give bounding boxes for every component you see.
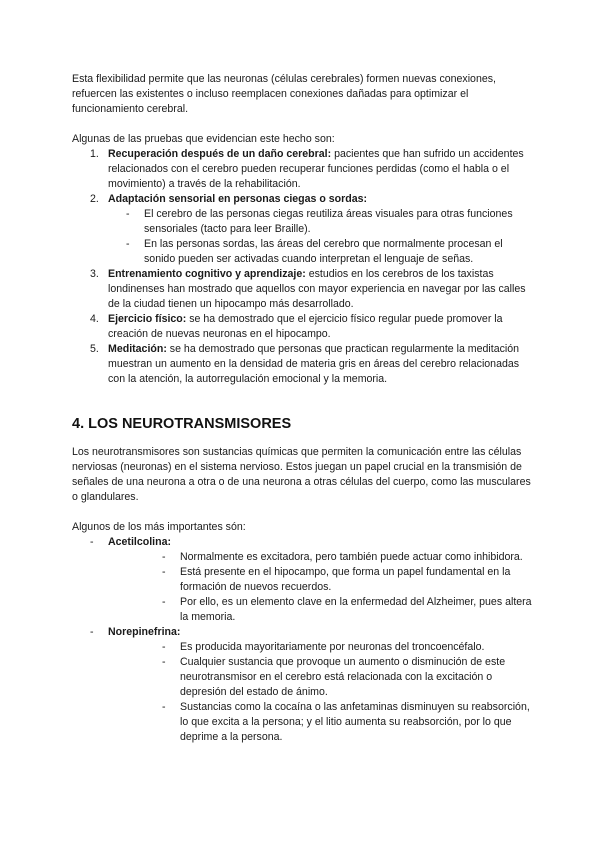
sub-item: [108, 237, 532, 267]
item-text: se ha demostrado que el ejercicio físico regular puede promover la creación de nuevas neuronas en el hipocampo.: [108, 313, 503, 340]
sub-item-text: Normalmente es excitadora, pero también puede actuar como inhibidora.: [180, 551, 523, 563]
sub-item-text: Está presente en el hipocampo, que forma un papel fundamental en la formación de nuevos recuerdos.: [180, 566, 511, 593]
neurotransmitter-list: [72, 535, 532, 745]
list-item: [72, 267, 532, 312]
sub-list: [108, 550, 532, 625]
sub-item-text: Sustancias como la cocaína o las anfetaminas disminuyen su reabsorción, lo que excita a la persona; y el litio aumenta su reabsorción, por lo que deprime a la persona.: [180, 701, 530, 743]
section-heading: 4. LOS NEUROTRANSMISORES: [72, 416, 292, 432]
item-text: pacientes que han sufrido un accidentes relacionados con el cerebro pueden recuperar funciones perdidas (como el habla o el movimiento) a través de la rehabilitación.: [108, 148, 524, 190]
section-intro: Los neurotransmisores son sustancias químicas que permiten la comunicación entre las células nerviosas (neuronas) en el sistema nervioso. Estos juegan un papel crucial en la transmisión de señales de una neurona a otra o de una neurona a otras células del cuerpo, como las musculares o glandulares.: [72, 446, 531, 503]
list-number: 3.: [90, 268, 99, 280]
sub-item-text: Es producida mayoritariamente por neuronas del troncoencéfalo.: [180, 641, 485, 653]
sub-list: [108, 207, 532, 267]
dash-bullet: -: [162, 566, 166, 578]
sub-item: [108, 640, 532, 655]
dash-bullet: -: [162, 701, 166, 713]
item-title: Entrenamiento cognitivo y aprendizaje:: [108, 268, 306, 280]
item-title: Norepinefrina:: [108, 626, 181, 638]
list-number: 2.: [90, 193, 99, 205]
sub-item-text: El cerebro de las personas ciegas reutiliza áreas visuales para otras funciones sensoriales (tacto para leer Braille).: [144, 208, 513, 235]
sub-list: [108, 640, 532, 745]
item-title: Meditación:: [108, 343, 167, 355]
sub-item: [108, 700, 532, 745]
list-item: [72, 192, 532, 267]
section-lead: Algunos de los más importantes són:: [72, 521, 246, 533]
list-item: [72, 535, 532, 625]
sub-item: [108, 550, 532, 565]
dash-bullet: -: [162, 596, 166, 608]
evidence-lead: Algunas de las pruebas que evidencian este hecho son:: [72, 133, 335, 145]
evidence-list: [72, 147, 532, 387]
dash-bullet: -: [90, 626, 94, 638]
item-text: se ha demostrado que personas que practican regularmente la meditación muestran un aumento en la densidad de materia gris en áreas del cerebro relacionadas con la atención, la autorregulación emocional y la memoria.: [108, 343, 520, 385]
list-number: 1.: [90, 148, 99, 160]
item-title: Ejercicio físico:: [108, 313, 187, 325]
document-page: [72, 72, 532, 745]
sub-item: [108, 565, 532, 595]
item-text: estudios en los cerebros de los taxistas londinenses han mostrado que aquellos con mayor experiencia en navegar por las calles de la ciudad tienen un hipocampo más desarrollado.: [108, 268, 526, 310]
list-item: [72, 312, 532, 342]
sub-item: [108, 595, 532, 625]
dash-bullet: -: [162, 656, 166, 668]
dash-bullet: -: [162, 551, 166, 563]
list-number: 4.: [90, 313, 99, 325]
dash-bullet: -: [126, 238, 130, 250]
item-title: Acetilcolina:: [108, 536, 171, 548]
list-item: [72, 342, 532, 387]
item-title: Adaptación sensorial en personas ciegas o sordas:: [108, 193, 368, 205]
list-item: [72, 147, 532, 192]
sub-item-text: Por ello, es un elemento clave en la enfermedad del Alzheimer, pues altera la memoria.: [180, 596, 532, 623]
list-number: 5.: [90, 343, 99, 355]
sub-item: [108, 655, 532, 700]
list-item: [72, 625, 532, 745]
sub-item: [108, 207, 532, 237]
intro-paragraph: Esta flexibilidad permite que las neuronas (células cerebrales) formen nuevas conexiones, refuercen las existentes o incluso reemplacen conexiones dañadas para optimizar el funcionamiento cerebral.: [72, 73, 496, 115]
dash-bullet: -: [126, 208, 130, 220]
sub-item-text: Cualquier sustancia que provoque un aumento o disminución de este neurotransmisor en el cerebro está relacionada con la excitación o depresión del estado de ánimo.: [180, 656, 506, 698]
dash-bullet: -: [162, 641, 166, 653]
dash-bullet: -: [90, 536, 94, 548]
sub-item-text: En las personas sordas, las áreas del cerebro que normalmente procesan el sonido pueden ser activadas cuando interpretan el lenguaje de señas.: [144, 238, 503, 265]
item-title: Recuperación después de un daño cerebral:: [108, 148, 332, 160]
